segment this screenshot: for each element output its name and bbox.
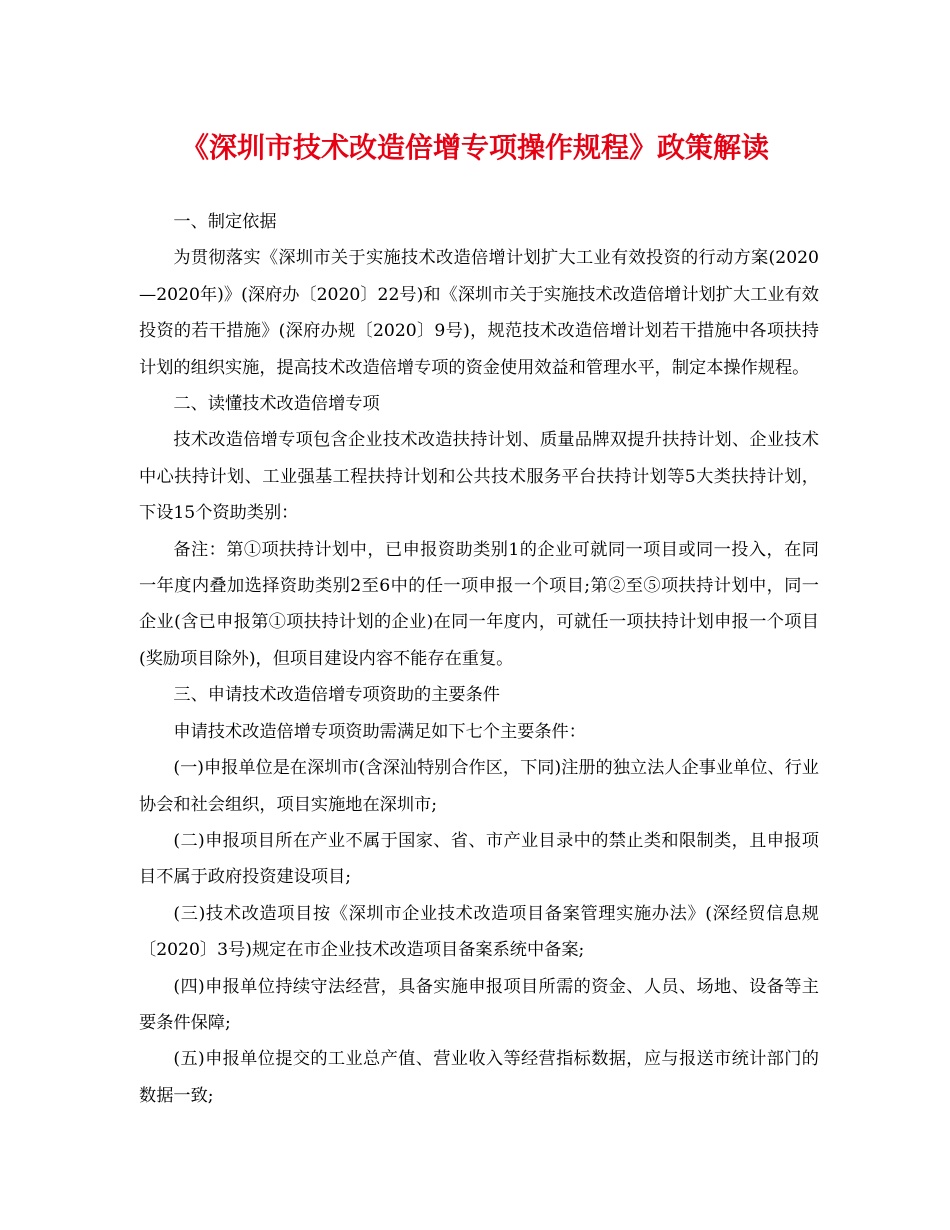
condition-item-1: (一)申报单位是在深圳市(含深汕特别合作区，下同)注册的独立法人企事业单位、行业协会和社会组织，项目实施地在深圳市; <box>139 758 819 815</box>
condition-item-3: (三)技术改造项目按《深圳市企业技术改造项目备案管理实施办法》(深经贸信息规〔2020〕3号)规定在市企业技术改造项目备案系统中备案; <box>139 903 819 961</box>
document-body <box>139 204 819 1114</box>
condition-item-2: (二)申报项目所在产业不属于国家、省、市产业目录中的禁止类和限制类，且申报项目不属于政府投资建设项目; <box>139 830 819 888</box>
section-heading-understanding: 二、读懂技术改造倍增专项 <box>173 394 380 415</box>
condition-item-4: (四)申报单位持续守法经营，具备实施申报项目所需的资金、人员、场地、设备等主要条件保障; <box>139 976 819 1033</box>
paragraph-basis: 为贯彻落实《深圳市关于实施技术改造倍增计划扩大工业有效投资的行动方案(2020—2020年)》(深府办〔2020〕22号)和《深圳市关于实施技术改造倍增计划扩大工业有效投资的若干措施》(深府办规〔2020〕9号)，规范技术改造倍增计划若干措施中各项扶持计划的组织实施，提高技术改造倍增专项的资金使用效益和管理水平，制定本操作规程。 <box>139 248 819 378</box>
paragraph-plans: 技术改造倍增专项包含企业技术改造扶持计划、质量品牌双提升扶持计划、企业技术中心扶持计划、工业强基工程扶持计划和公共技术服务平台扶持计划等5大类扶持计划，下设15个资助类别： <box>139 430 819 524</box>
document-title: 《深圳市技术改造倍增专项操作规程》政策解读 <box>180 131 769 164</box>
section-heading-basis: 一、制定依据 <box>173 212 277 232</box>
section-heading-conditions: 三、申请技术改造倍增专项资助的主要条件 <box>173 685 500 706</box>
condition-item-5: (五)申报单位提交的工业总产值、营业收入等经营指标数据，应与报送市统计部门的数据一致; <box>139 1049 819 1106</box>
paragraph-conditions-intro: 申请技术改造倍增专项资助需满足如下七个主要条件： <box>173 721 586 742</box>
paragraph-note: 备注：第①项扶持计划中，已申报资助类别1的企业可就同一项目或同一投入，在同一年度内叠加选择资助类别2至6中的任一项申报一个项目;第②至⑤项扶持计划中，同一企业(含已申报第①项扶持计划的企业)在同一年度内，可就任一项扶持计划申报一个项目(奖励项目除外)，但项目建设内容不能存在重复。 <box>139 539 819 669</box>
